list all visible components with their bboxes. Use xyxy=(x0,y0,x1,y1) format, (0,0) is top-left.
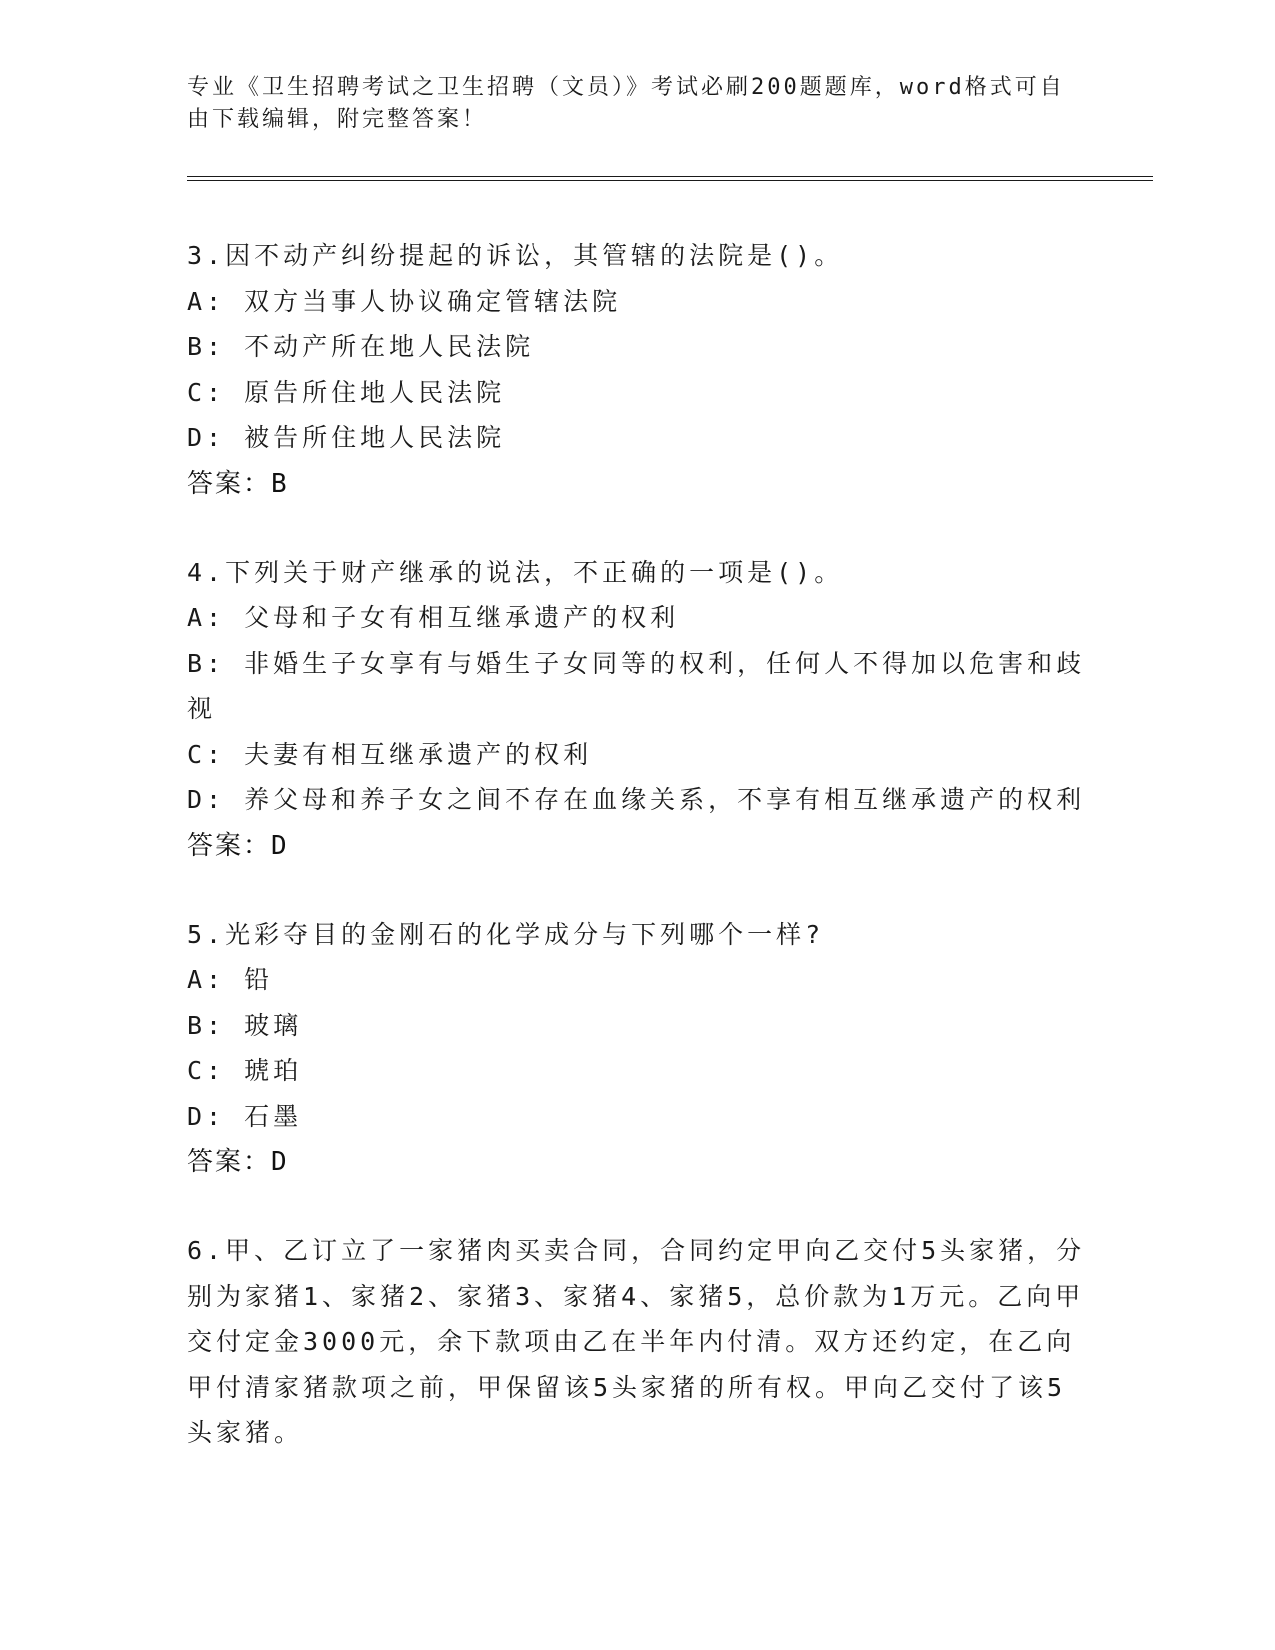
option-a: A: 铅 xyxy=(187,965,274,994)
header-divider xyxy=(187,176,1153,181)
option-c: C: 原告所住地人民法院 xyxy=(187,377,506,407)
document-header: 专业《卫生招聘考试之卫生招聘（文员）》考试必刷200题题库，word格式可自由下载编辑，附完整答案！ xyxy=(187,75,1065,132)
question-stem: 4.下列关于财产继承的说法，不正确的一项是()。 xyxy=(187,557,844,587)
question-stem: 6.甲、乙订立了一家猪肉买卖合同，合同约定甲向乙交付5头家猪，分别为家猪1、家猪2、家猪3、家猪4、家猪5，总价款为1万元。乙向甲交付定金3000元，余下款项由乙在半年内付清。双方还约定，在乙向甲付清家猪款项之前，甲保留该5头家猪的所有权。甲向乙交付了该5头家猪。 xyxy=(187,1236,1086,1447)
answer-line: 答案：B xyxy=(187,468,289,499)
option-a: A: 父母和子女有相互继承遗产的权利 xyxy=(187,603,680,632)
option-b: B: 不动产所在地人民法院 xyxy=(187,332,535,361)
question-3 xyxy=(187,233,1087,507)
option-b: B: 玻璃 xyxy=(187,1010,303,1040)
question-list xyxy=(187,233,1087,1499)
question-stem: 3.因不动产纠纷提起的诉讼，其管辖的法院是()。 xyxy=(187,241,844,270)
option-c: C: 夫妻有相互继承遗产的权利 xyxy=(187,739,593,769)
answer-line: 答案：D xyxy=(187,830,289,861)
option-d: D: 被告所住地人民法院 xyxy=(187,423,506,452)
question-stem: 5.光彩夺目的金刚石的化学成分与下列哪个一样? xyxy=(187,919,825,949)
option-d: D: 石墨 xyxy=(187,1101,303,1131)
option-b: B: 非婚生子女享有与婚生子女同等的权利，任何人不得加以危害和歧视 xyxy=(187,648,1086,723)
option-d: D: 养父母和养子女之间不存在血缘关系，不享有相互继承遗产的权利 xyxy=(187,785,1086,814)
question-4 xyxy=(187,550,1087,869)
option-c: C: 琥珀 xyxy=(187,1056,303,1085)
option-a: A: 双方当事人协议确定管辖法院 xyxy=(187,286,622,316)
question-6 xyxy=(187,1228,1087,1456)
answer-line: 答案：D xyxy=(187,1147,289,1177)
question-5 xyxy=(187,912,1087,1186)
